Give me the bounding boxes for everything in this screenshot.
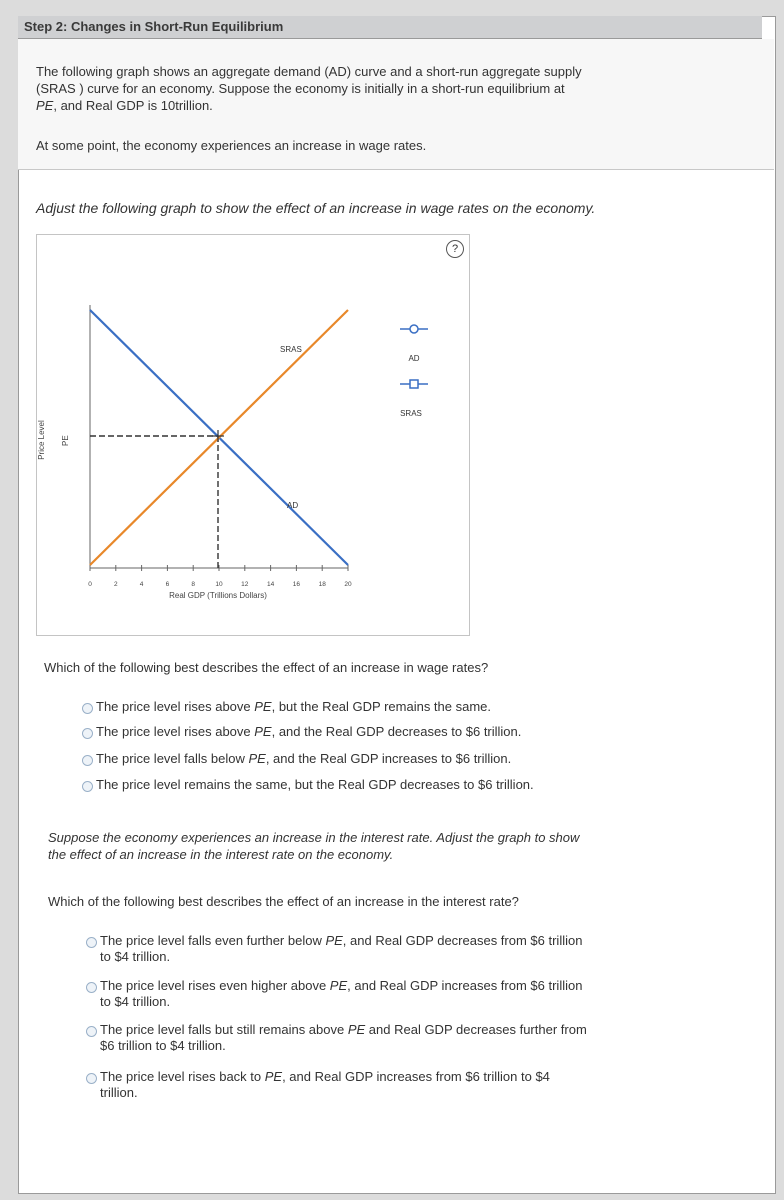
x-tick-label: 12 (241, 581, 249, 588)
q1-option-radio[interactable] (82, 703, 93, 714)
option-line-1 (100, 933, 720, 949)
interest-line-2: the effect of an increase in the interest rate on the economy. (48, 847, 394, 862)
option-line-1 (100, 978, 720, 994)
q1-option[interactable] (96, 751, 716, 767)
intro-line-4: At some point, the economy experiences an increase in wage rates. (36, 138, 427, 153)
option-line-1 (100, 1069, 720, 1085)
q2-option[interactable] (100, 978, 720, 1010)
q1-option-radio[interactable] (82, 728, 93, 739)
x-tick-label: 0 (88, 581, 92, 588)
x-tick-label: 14 (266, 581, 275, 588)
q1-option-radio[interactable] (82, 755, 93, 766)
option-line-2: trillion. (100, 1085, 138, 1100)
x-tick-label: 20 (344, 581, 352, 588)
sras-palette-tool[interactable] (400, 380, 428, 388)
help-icon[interactable]: ? (446, 240, 464, 258)
x-tick-label: 6 (165, 581, 170, 588)
intro-line-2: (SRAS ) curve for an economy. Suppose the economy is initially in a short-run equilibrium at (36, 81, 565, 96)
option-line-1 (100, 1022, 720, 1038)
q2-option-radio[interactable] (86, 1073, 97, 1084)
pe-symbol: PE (36, 98, 54, 113)
option-text: The price level rises above (96, 724, 255, 739)
option-text: , and the Real GDP decreases to $6 trillion. (271, 724, 522, 739)
q1-option[interactable] (96, 699, 716, 715)
x-tick-label: 10 (215, 581, 223, 588)
option-text: The price level falls even further below (100, 933, 326, 948)
option-text: , and Real GDP increases from $6 trillion to $4 (282, 1069, 550, 1084)
q2-option-radio[interactable] (86, 1026, 97, 1037)
pe-symbol: PE (264, 1069, 283, 1084)
q1-option[interactable] (96, 777, 716, 793)
q2-option[interactable] (100, 1022, 720, 1054)
palette-sras-label: SRAS (400, 409, 422, 418)
ad-palette-tool[interactable] (400, 325, 428, 333)
x-tick-label: 2 (113, 581, 118, 588)
option-line-2: $6 trillion to $4 trillion. (100, 1038, 226, 1053)
pe-symbol: PE (254, 699, 272, 714)
option-text: , and Real GDP decreases from $6 trillion (342, 933, 583, 948)
pe-symbol: PE (254, 724, 272, 739)
ad-curve-label: AD (287, 501, 299, 510)
option-text: The price level falls below (96, 751, 249, 766)
option-text: The price level rises back to (100, 1069, 265, 1084)
option-text: , and the Real GDP increases to $6 trillion. (265, 751, 512, 766)
option-text: The price level remains the same, but the Real GDP decreases to $6 trillion. (96, 777, 534, 792)
q1-option[interactable] (96, 724, 716, 740)
interest-line-1: Suppose the economy experiences an increase in the interest rate. Adjust the graph to show (48, 830, 580, 845)
q2-title: Which of the following best describes the effect of an increase in the interest rate? (48, 894, 519, 909)
sras-handle-icon[interactable] (410, 380, 418, 388)
option-text: and Real GDP decreases further from (365, 1022, 587, 1037)
intro-line-1: The following graph shows an aggregate demand (AD) curve and a short-run aggregate supply (36, 64, 582, 79)
pe-symbol: PE (325, 933, 343, 948)
ad-handle-icon[interactable] (410, 325, 418, 333)
q1-title: Which of the following best describes the effect of an increase in wage rates? (44, 660, 489, 675)
pe-symbol: PE (248, 751, 266, 766)
option-line-2: to $4 trillion. (100, 994, 171, 1009)
x-tick-label: 16 (292, 581, 301, 588)
pe-symbol: PE (329, 978, 348, 993)
q2-option-radio[interactable] (86, 982, 97, 993)
graph-instruction: Adjust the following graph to show the effect of an increase in wage rates on the economy. (36, 200, 596, 216)
x-tick-label: 4 (139, 581, 144, 588)
q2-option-radio[interactable] (86, 937, 97, 948)
pe-tick-label: PE (61, 435, 70, 446)
step-title: Step 2: Changes in Short-Run Equilibrium (18, 16, 762, 39)
q1-option-radio[interactable] (82, 781, 93, 792)
y-axis-label: Price Level (37, 420, 46, 460)
x-tick-label: 8 (191, 581, 196, 588)
pe-symbol: PE (347, 1022, 366, 1037)
q2-option[interactable] (100, 1069, 720, 1101)
option-text: The price level rises even higher above (100, 978, 330, 993)
q2-option[interactable] (100, 933, 720, 965)
palette-ad-label: AD (408, 354, 420, 363)
option-text: , and Real GDP increases from $6 trillion (347, 978, 583, 993)
option-text: The price level falls but still remains above (100, 1022, 348, 1037)
option-line-2: to $4 trillion. (100, 949, 171, 964)
option-text: , but the Real GDP remains the same. (271, 699, 492, 714)
x-tick-label: 18 (318, 581, 326, 588)
intro-line-3-rest: , and Real GDP is 10trillion. (53, 98, 213, 113)
sras-curve-label: SRAS (280, 345, 302, 354)
option-text: The price level rises above (96, 699, 255, 714)
x-axis-label: Real GDP (Trillions Dollars) (169, 591, 267, 600)
